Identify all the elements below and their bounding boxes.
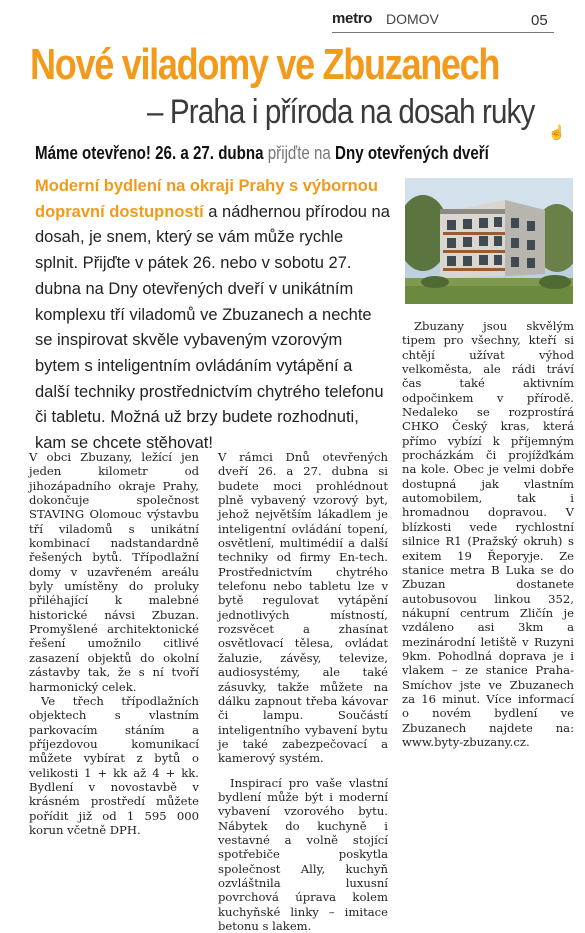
lead-highlight: Moderní bydlení na okraji Prahy s výbornou dopravní dostupností: [35, 177, 378, 221]
article-subtitle: – Praha i příroda na dosah ruky: [147, 93, 535, 131]
section-label: DOMOV: [386, 11, 439, 27]
article-column-3: [402, 319, 574, 749]
open-days-bold-1: Máme otevřeno! 26. a 27. dubna: [35, 143, 264, 163]
column-2-paragraph-2: Inspirací pro vaše vlastní bydlení může být i moderní vybavení vzorového bytu. Nábytek do kuchyně i vestavné a volně stojící spotřebiče poskytla společnost Ally, kuchyň ozvláštnila luxusní povrchová úprava kolem kuchyňské linky – imitace betonu s lakem.: [218, 775, 388, 933]
lead-text: a nádhernou přírodou na dosah, je snem, který se vám může rychle splnit. Přijďte v pátek 26. nebo v sobotu 27. dubna na Dny otevřených dveří v unikátním komplexu tří viladomů ve Zbuzanech a nechte se inspirovat skvěle vybaveným vzorovým bytem s inteligentním ovládáním vytápění a další techniky prostřednictvím chytrého telefonu či tabletu. Možná už brzy budete rozhodnuti, kam se chcete stěhovat!: [35, 202, 390, 453]
column-3-paragraph-1: Zbuzany jsou skvělým tipem pro všechny, kteří si chtějí užívat výhod velkoměsta, ale rádi tráví čas také aktivním odpočinkem v přírodě. Nedaleko se rozprostírá CHKO Český kras, která přímo vybízí k příjemným procházkám či projížďkám na kole. Obec je velmi dobře dostupná jak vlastním automobilem, tak i hromadnou dopravou. V blízkosti vede rychlostní silnice R1 (Pražský okruh) s exitem 19 Řeporyje. Ze stanice metra B Luka se do Zbuzan dostanete autobusovou linkou 352, nákupní centrum Zličín je vzdáleno asi 3km a mezinárodní letiště v Ruzyni 9km. Pohodlná doprava je i vlakem – ze stanice Praha-Smíchov jste ve Zbuzanech za 16 minut. Více informací o novém bydlení ve Zbuzanech najdete na: www.byty-zbuzany.cz.: [402, 319, 574, 749]
page-header: [0, 8, 585, 32]
open-days-bold-2: Dny otevřených dveří: [335, 143, 489, 163]
article-column-1: [29, 450, 199, 837]
open-days-line: [35, 142, 489, 164]
column-1-paragraph-1: V obci Zbuzany, ležící jen jeden kilometr od jihozápadního okraje Prahy, dokončuje společnost STAVING Olomouc výstavbu tří viladomů s unikátní kombinací nadstandardně řešených bytů. Třípodlažní domy v uzavřeném areálu byly umístěny do proluky přiléhající k malebné historické návsi Zbuzan. Promyšlené architektonické řešení umožnilo citlivé zasazení objektů do okolní zástavby tak, že s ní tvoří harmonický celek.: [29, 450, 199, 694]
hand-cursor-icon: ☝: [548, 125, 566, 141]
article-column-2: [218, 450, 388, 933]
building-photo: [405, 178, 573, 304]
column-2-paragraph-1: V rámci Dnů otevřených dveří 26. a 27. dubna si budete moci prohlédnout plně vybavený vzorový byt, jehož největším lákadlem je inteligentní ovládání topení, osvětlení, multimédií a další techniky od firmy En-tech. Prostřednictvím chytrého telefonu nebo tabletu lze v bytě regulovat vytápění jednotlivých místností, rozsvěcet a zhasínat osvětlovací tělesa, ovládat žaluzie, závěsy, televize, audiosystémy, ale také zásuvky, takže můžete na dálku zapnout třeba kávovar či lampu. Součástí inteligentního vybavení bytu je také zabezpečovací a kamerový systém.: [218, 450, 388, 766]
brand-logo: metro: [332, 10, 373, 27]
page-number: 05: [531, 12, 548, 29]
article-title: Nové viladomy ve Zbuzanech: [30, 40, 500, 89]
column-1-paragraph-2: Ve třech třípodlažních objektech s vlastním parkovacím stáním a příjezdovou komunikací můžete vybírat z bytů o velikosti 1 + kk až 4 + kk. Bydlení v novostavbě v krásném prostředí můžete pořídit již od 1 595 000 korun včetně DPH.: [29, 693, 199, 837]
header-divider: [332, 32, 554, 33]
lead-paragraph: [35, 174, 390, 457]
open-days-light: přijďte na: [263, 143, 336, 163]
